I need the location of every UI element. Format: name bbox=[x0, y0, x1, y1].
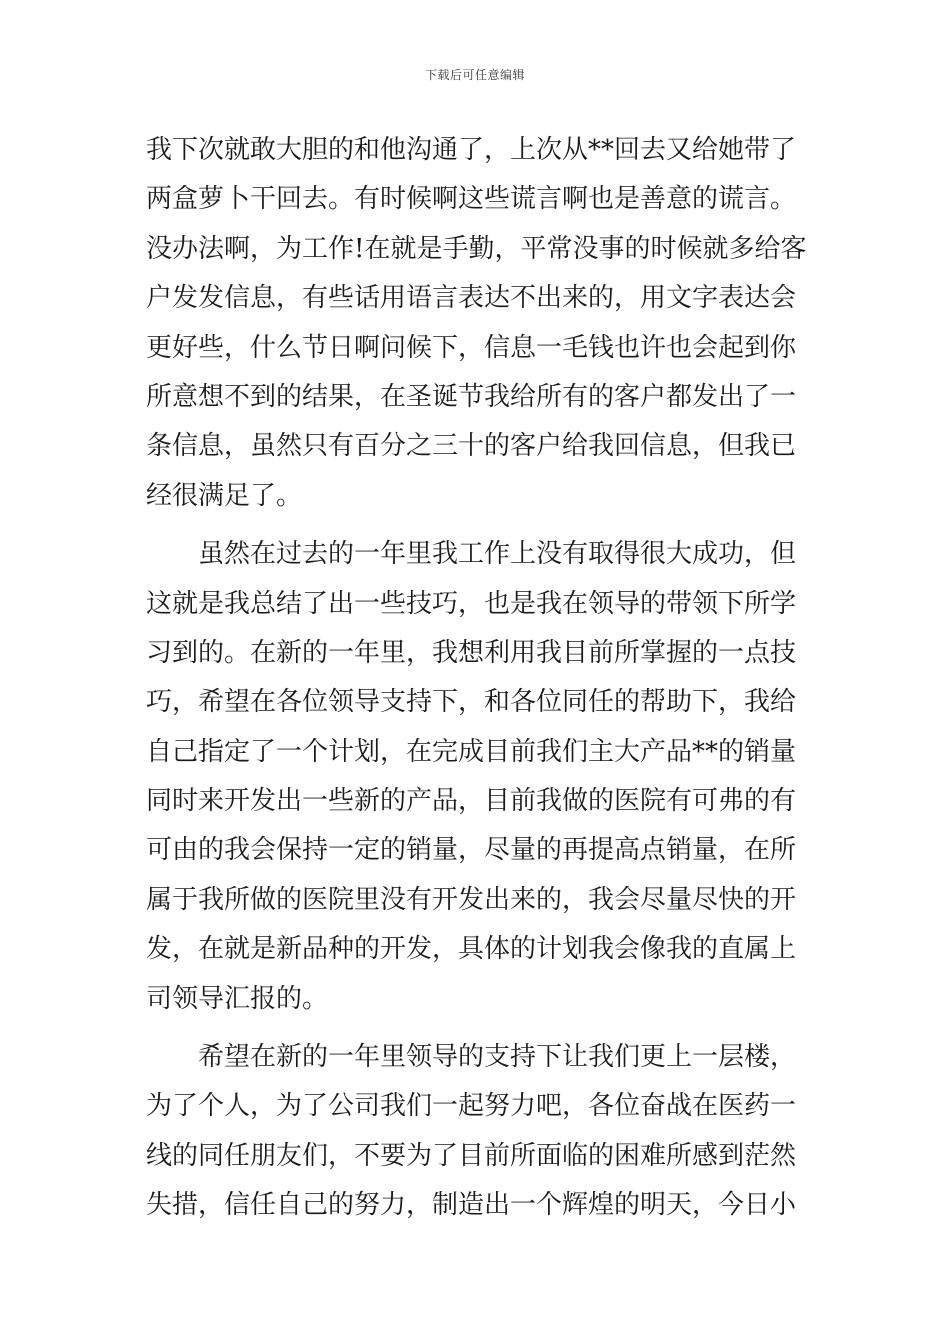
text-line: 失措，信任自己的努力，制造出一个辉煌的明天，今日小 bbox=[146, 1190, 797, 1221]
text-line: 所意想不到的结果，在圣诞节我给所有的客户都发出了一 bbox=[146, 381, 797, 412]
paragraph-1 bbox=[146, 126, 810, 521]
text-line: 户发发信息，有些话用语言表达不出来的，用文字表达会 bbox=[146, 283, 797, 314]
text-line: 虽然在过去的一年里我工作上没有取得很大成功，但 bbox=[146, 539, 797, 570]
text-line: 属于我所做的医院里没有开发出来的，我会尽量尽快的开 bbox=[146, 884, 797, 915]
text-line: 条信息，虽然只有百分之三十的客户给我回信息，但我已 bbox=[146, 431, 797, 462]
paragraph-2 bbox=[146, 530, 810, 1024]
text-line: 习到的。在新的一年里，我想利用我目前所掌握的一点技 bbox=[146, 637, 797, 668]
text-line: 自己指定了一个计划，在完成目前我们主大产品**的销量 bbox=[146, 736, 797, 767]
text-line: 这就是我总结了出一些技巧，也是我在领导的带领下所学 bbox=[146, 588, 797, 619]
text-line: 更好些，什么节日啊问候下，信息一毛钱也许也会起到你 bbox=[146, 332, 797, 363]
text-line: 为了个人，为了公司我们一起努力吧，各位奋战在医药一 bbox=[146, 1091, 797, 1122]
text-line: 希望在新的一年里领导的支持下让我们更上一层楼， bbox=[146, 1042, 797, 1073]
text-line: 线的同任朋友们，不要为了目前所面临的困难所感到茫然 bbox=[146, 1140, 797, 1171]
text-line: 司领导汇报的。 bbox=[146, 983, 329, 1014]
text-line: 经很满足了。 bbox=[146, 480, 303, 511]
paragraph-gap bbox=[146, 1024, 810, 1033]
paragraph-gap bbox=[146, 521, 810, 530]
text-line: 巧，希望在各位领导支持下，和各位同任的帮助下，我给 bbox=[146, 687, 797, 718]
page-header: 下载后可任意编辑 bbox=[424, 68, 525, 82]
text-line: 我下次就敢大胆的和他沟通了，上次从**回去又给她带了 bbox=[146, 135, 797, 165]
text-line: 两盒萝卜干回去。有时候啊这些谎言啊也是善意的谎言。 bbox=[146, 184, 797, 215]
text-line: 同时来开发出一些新的产品，目前我做的医院有可弗的有 bbox=[146, 786, 797, 817]
document-body bbox=[146, 126, 810, 1231]
text-line: 没办法啊，为工作!在就是手勤，平常没事的时候就多给客 bbox=[146, 233, 807, 264]
paragraph-3 bbox=[146, 1033, 810, 1231]
text-line: 发，在就是新品种的开发，具体的计划我会像我的直属上 bbox=[146, 934, 797, 965]
text-line: 可由的我会保持一定的销量，尽量的再提高点销量，在所 bbox=[146, 835, 797, 866]
